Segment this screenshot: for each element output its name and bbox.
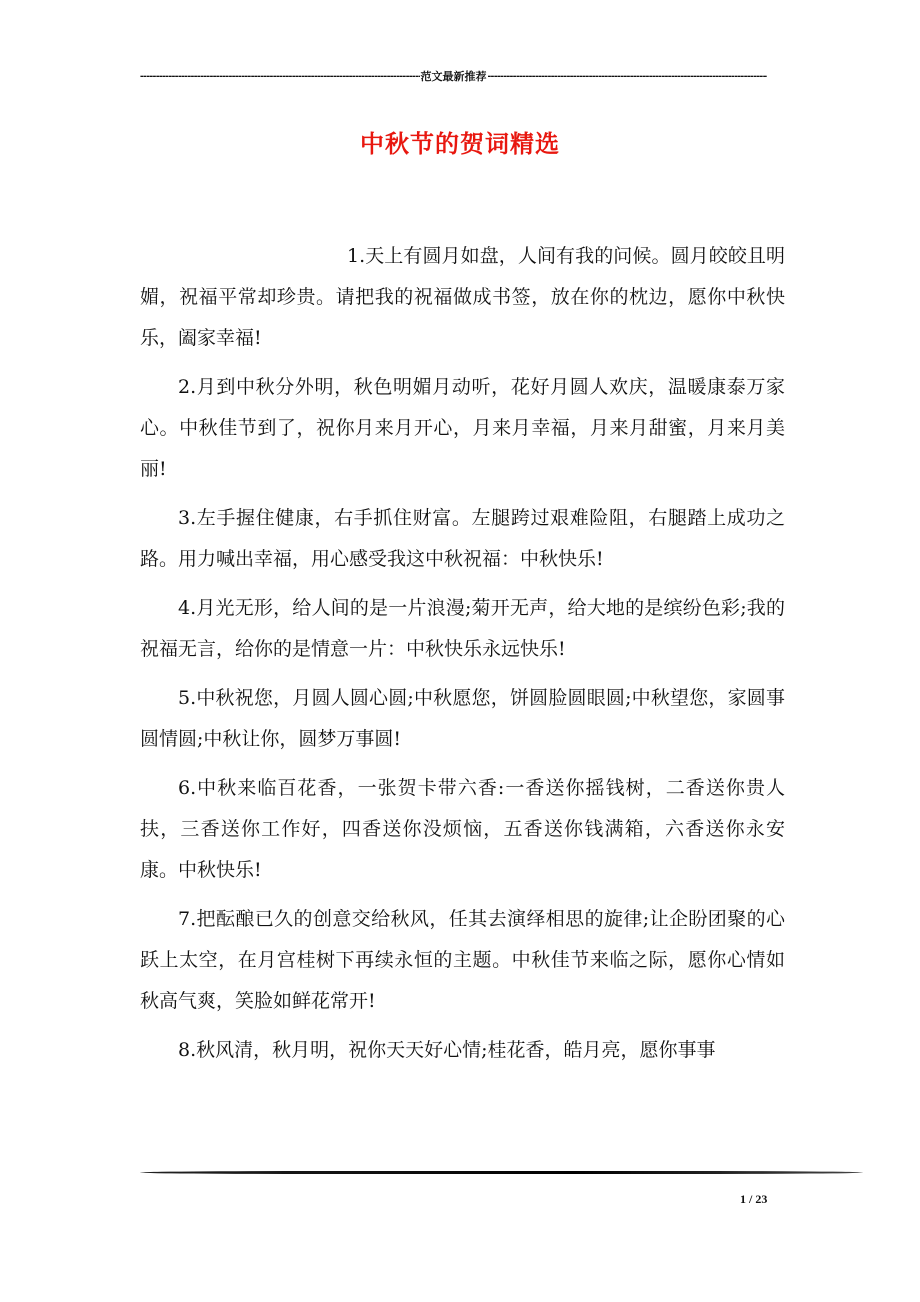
header-banner bbox=[140, 68, 767, 84]
paragraph: 8.秋风清，秋月明，祝你天天好心情;桂花香，皓月亮，愿你事事 bbox=[178, 1039, 716, 1061]
page-number: 1 / 23 bbox=[740, 1192, 768, 1206]
paragraph: 4.月光无形，给人间的是一片浪漫;菊开无声，给大地的是缤纷色彩;我的祝福无言，给你的是情意一片：中秋快乐永远快乐! bbox=[140, 597, 785, 660]
header-dash-left bbox=[140, 70, 420, 82]
header-label: 范文最新推荐 bbox=[420, 71, 487, 83]
paragraph: 3.左手握住健康，右手抓住财富。左腿跨过艰难险阻，右腿踏上成功之路。用力喊出幸福，用心感受我这中秋祝福：中秋快乐! bbox=[140, 507, 785, 570]
footer-divider bbox=[140, 1171, 863, 1174]
document-body bbox=[140, 236, 785, 1079]
paragraph: 5.中秋祝您，月圆人圆心圆;中秋愿您，饼圆脸圆眼圆;中秋望您，家圆事圆情圆;中秋让你，圆梦万事圆! bbox=[140, 687, 785, 750]
paragraph: 1.天上有圆月如盘，人间有我的问候。圆月皎皎且明媚，祝福平常却珍贵。请把我的祝福做成书签，放在你的枕边，愿你中秋快乐，阖家幸福! bbox=[140, 245, 785, 349]
document-title: 中秋节的贺词精选 bbox=[360, 129, 560, 158]
paragraph: 6.中秋来临百花香，一张贺卡带六香:一香送你摇钱树，二香送你贵人扶，三香送你工作好，四香送你没烦恼，五香送你钱满箱，六香送你永安康。中秋快乐! bbox=[140, 777, 785, 881]
paragraph: 2.月到中秋分外明，秋色明媚月动听，花好月圆人欢庆，温暖康泰万家心。中秋佳节到了，祝你月来月开心，月来月幸福，月来月甜蜜，月来月美丽! bbox=[140, 376, 785, 480]
paragraph: 7.把酝酿已久的创意交给秋风，任其去演绎相思的旋律;让企盼团聚的心跃上太空，在月宫桂树下再续永恒的主题。中秋佳节来临之际，愿你心情如秋高气爽，笑脸如鲜花常开! bbox=[140, 908, 785, 1012]
header-dash-right bbox=[488, 70, 768, 82]
